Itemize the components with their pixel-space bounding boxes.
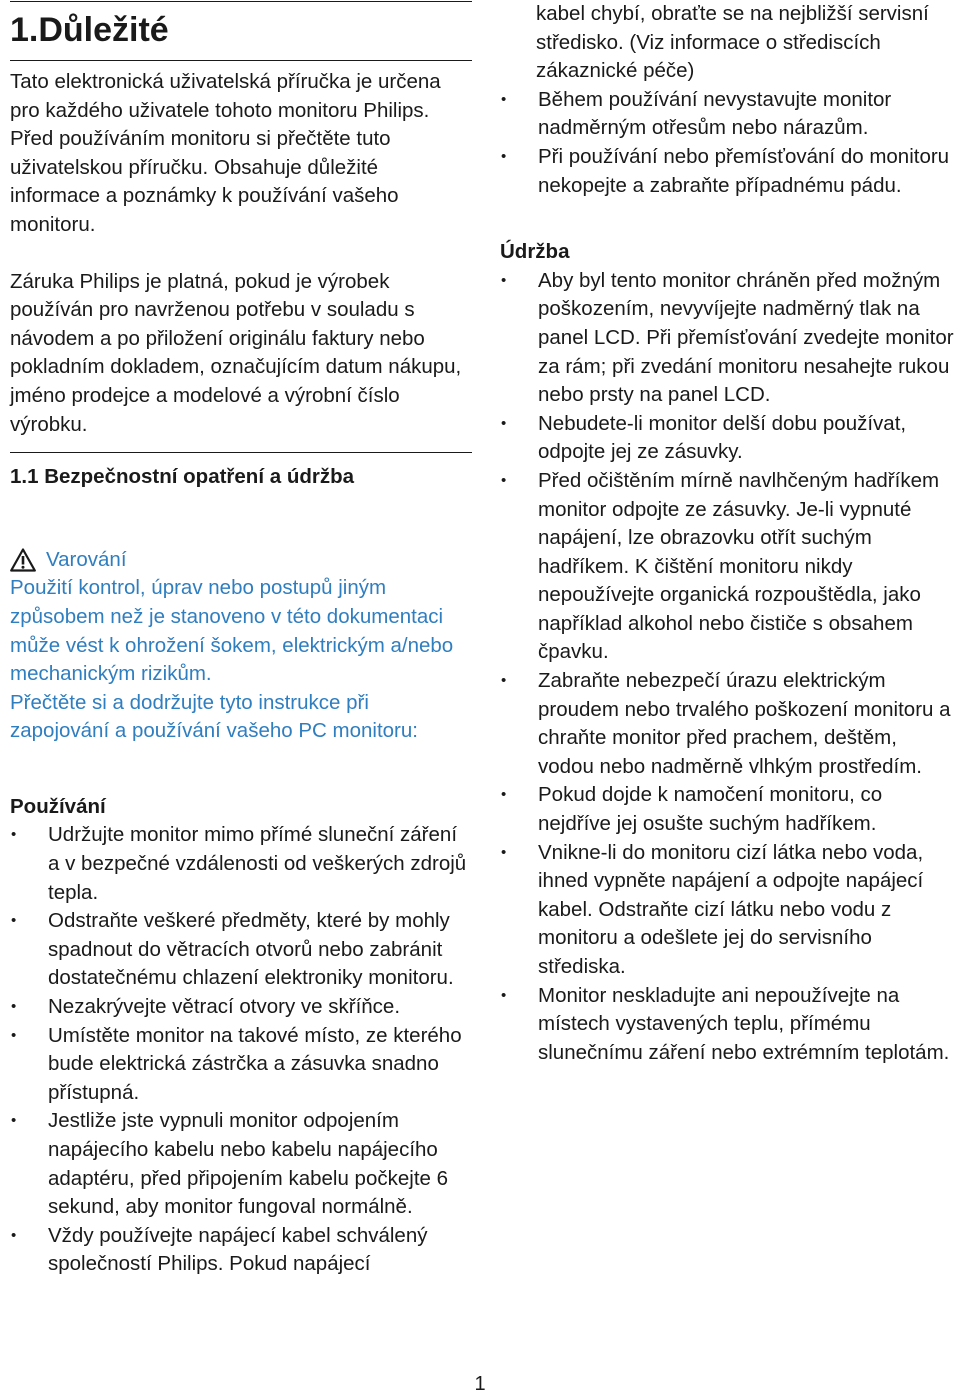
list-item: • Před očištěním mírně navlhčeným hadříkem monitor odpojte ze zásuvky. Je-li vypnuté napájení, lze obrazovku otřít suchým hadříkem. K čištění monitoru nikdy nepoužívejte organická rozpouštědla, jako například alkohol nebo čističe s obsahem čpavku. <box>500 467 955 667</box>
usage-list-continued <box>500 86 955 200</box>
chapter-top-rule <box>10 1 472 2</box>
warning-box <box>10 546 472 746</box>
warning-text: Použití kontrol, úprav nebo postupů jiným způsobem než je stanoveno v této dokumentaci může vést k ohrožení šokem, elektrickým a/nebo mechanickým rizikům. <box>10 576 454 686</box>
list-item: • Vnikne-li do monitoru cizí látka nebo voda, ihned vypněte napájení a odpojte napájecí kabel. Odstraňte cizí látku nebo vodu z monitoru a odešlete jej do servisního střediska. <box>500 839 955 982</box>
list-item: • Zabraňte nebezpečí úrazu elektrickým proudem nebo trvalého poškození monitoru a chraňte monitor před prachem, deštěm, vodou nebo nadměrně vlhkým prostředím. <box>500 667 955 781</box>
list-item: • Aby byl tento monitor chráněn před možným poškozením, nevyvíjejte nadměrný tlak na panel LCD. Při přemísťování zvedejte monitor za rám; při zvedání monitoru nesahejte rukou nebo prsty na panel LCD. <box>500 267 955 410</box>
right-column <box>500 0 955 1067</box>
maintenance-list <box>500 267 955 1068</box>
list-item: • Nezakrývejte větrací otvory ve skříňce. <box>10 993 472 1022</box>
list-item-continuation: kabel chybí, obraťte se na nejbližší servisní středisko. (Viz informace o střediscích zákaznické péče) <box>536 2 929 83</box>
chapter-title: 1.Důležité <box>10 11 169 49</box>
list-item: • Umístěte monitor na takové místo, ze kterého bude elektrická zástrčka a zásuvka snadno přístupná. <box>10 1022 472 1108</box>
list-item: • Vždy používejte napájecí kabel schválený společností Philips. Pokud napájecí <box>10 1222 472 1279</box>
warning-instruction: Přečtěte si a dodržujte tyto instrukce při zapojování a používání vašeho PC monitoru: <box>10 690 418 743</box>
list-item: • Udržujte monitor mimo přímé sluneční záření a v bezpečné vzdálenosti od veškerých zdrojů tepla. <box>10 821 472 907</box>
section-title: 1.1 Bezpečnostní opatření a údržba <box>10 465 355 489</box>
usage-heading: Používání <box>10 794 106 818</box>
list-item: • Pokud dojde k namočení monitoru, co nejdříve jej osušte suchým hadříkem. <box>500 781 955 838</box>
chapter-intro <box>10 68 472 439</box>
list-item: • Odstraňte veškeré předměty, které by mohly spadnout do větracích otvorů nebo zabránit dostatečnému chlazení elektroniky monitoru. <box>10 907 472 993</box>
section-rule <box>10 452 472 453</box>
list-item: • Během používání nevystavujte monitor nadměrným otřesům nebo nárazům. <box>500 86 955 143</box>
chapter-title-rule <box>10 60 472 61</box>
list-item: • Monitor neskladujte ani nepoužívejte na místech vystavených teplu, přímému slunečnímu záření nebo extrémním teplotám. <box>500 982 955 1068</box>
warning-title: Varování <box>46 547 127 571</box>
left-column <box>10 0 472 1279</box>
list-item: • Jestliže jste vypnuli monitor odpojením napájecího kabelu nebo kabelu napájecího adaptéru, před připojením kabelu počkejte 6 sekund, aby monitor fungoval normálně. <box>10 1107 472 1221</box>
list-item: • Při používání nebo přemísťování do monitoru nekopejte a zabraňte případnému pádu. <box>500 143 955 200</box>
warning-icon <box>10 548 36 572</box>
maintenance-heading: Údržba <box>500 240 570 264</box>
list-item: • Nebudete-li monitor delší dobu používat, odpojte jej ze zásuvky. <box>500 410 955 467</box>
warranty-paragraph: Záruka Philips je platná, pokud je výrobek používán pro navrženou potřebu v souladu s návodem a po přiložení originálu faktury nebo pokladním dokladem, označujícím datum nákupu, jméno prodejce a modelové a výrobní číslo výrobku. <box>10 269 462 436</box>
warning-header <box>10 546 472 575</box>
usage-list <box>10 821 472 1279</box>
page-number: 1 <box>474 1373 486 1395</box>
intro-paragraph: Tato elektronická uživatelská příručka je určena pro každého uživatele tohoto monitoru Philips. Před používáním monitoru si přečtěte tuto uživatelskou příručku. Obsahuje důležité informace a poznámky k používání vašeho monitoru. <box>10 70 441 236</box>
